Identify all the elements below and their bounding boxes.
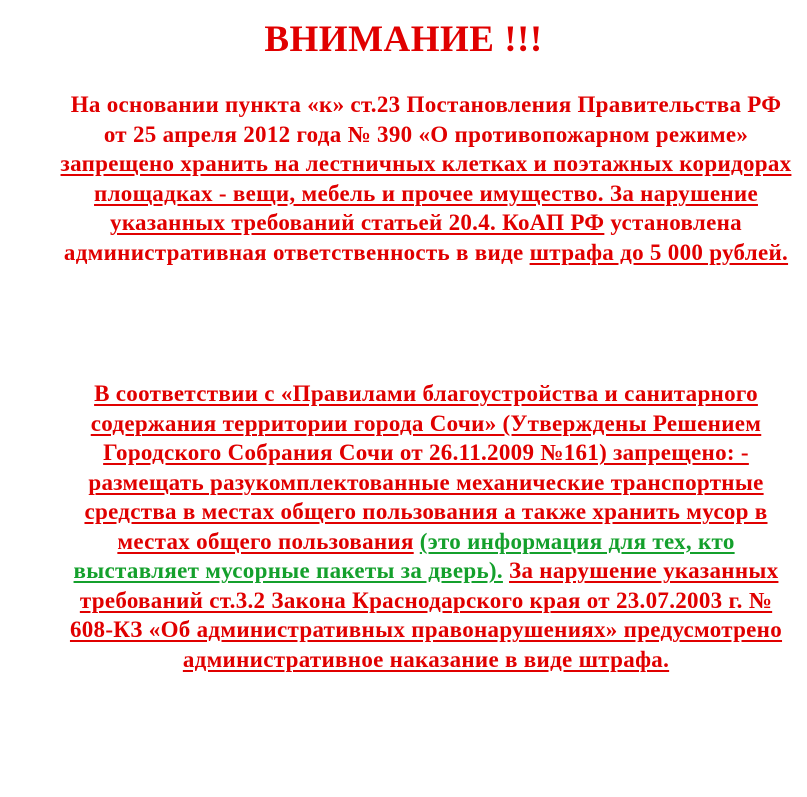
- garbage-bags-note: (это информация для тех, кто выставляет мусорные пакеты за дверь).: [73, 528, 735, 583]
- fire-safety-intro: На основании пункта «к» ст.23 Постановления Правительства РФ от 25 апреля 2012 года № 390 «О противопожарном режиме»: [70, 92, 782, 147]
- fire-safety-prohibition: запрещено хранить на лестничных клетках и поэтажных коридорах площадках - вещи, мебель и прочее имущество. За нарушение указанных требований статьей 20.4. КоАП РФ: [60, 151, 792, 235]
- fire-safety-fine: штрафа до 5 000 рублей.: [529, 239, 789, 265]
- sanitation-penalty: За нарушение указанных требований ст.3.2 Закона Краснодарского края от 23.07.2003 г. № 608-КЗ «Об административных правонарушениях» предусмотрено административное наказание в виде штрафа.: [69, 558, 783, 672]
- fire-safety-liability: установлена административная ответственность в виде: [63, 210, 742, 265]
- sanitation-paragraph: [60, 379, 792, 674]
- notice-title: ВНИМАНИЕ !!!: [264, 19, 543, 60]
- sanitation-rules: В соответствии с «Правилами благоустройства и санитарного содержания территории города Сочи» (Утверждены Решением Городского Собрания Сочи от 26.11.2009 №161) запрещено: - размещать разукомплектованные механические транспортные средства в местах общего пользования а также хранить мусор в местах общего пользования: [84, 381, 768, 554]
- fire-safety-paragraph: [60, 90, 792, 267]
